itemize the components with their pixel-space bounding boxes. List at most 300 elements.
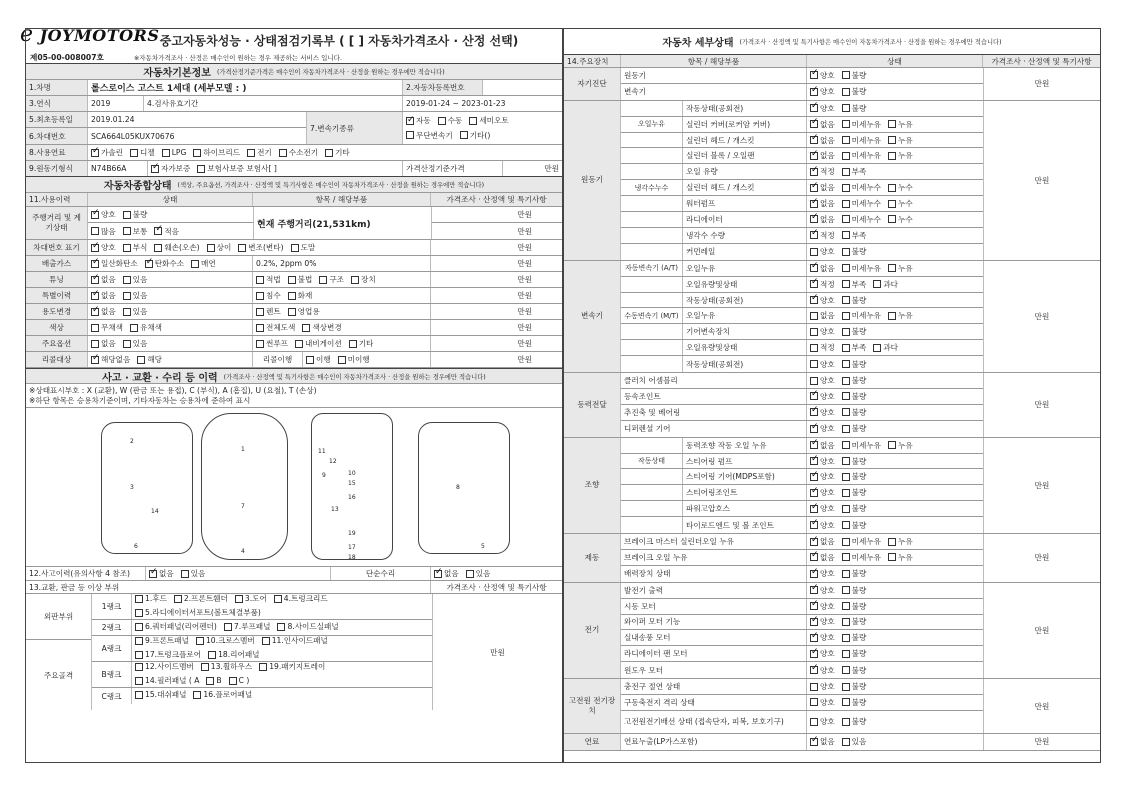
rank-2-1-1-box[interactable] [208,651,216,659]
overall-2-item-box-0[interactable] [256,276,264,284]
fuel-box-6[interactable] [325,149,333,157]
overall-3-opt-checkbox-1[interactable] [123,290,148,301]
detail-2-5-box-2[interactable] [873,344,881,352]
detail-2-0-opt-2[interactable] [888,263,913,274]
detail-0-1-box-0[interactable] [810,88,818,96]
detail-7-0-box-1[interactable] [842,683,850,691]
overall-1-opt-box-0[interactable] [91,260,99,268]
detail-3-0-opt-1[interactable] [842,375,867,386]
detail-3-2-opt-1[interactable] [842,407,867,418]
detail-1-8-opt-1[interactable] [842,230,867,241]
detail-1-5-opt-2[interactable] [888,182,913,193]
transmission-box-0[interactable] [406,117,414,125]
overall-2-item-checkbox-2[interactable] [319,274,344,285]
warranty-box-0[interactable] [151,165,159,173]
detail-3-3-box-0[interactable] [810,425,818,433]
detail-7-0-opt-0[interactable] [810,681,835,692]
transmission-box-1[interactable] [438,117,446,125]
fuel-box-5[interactable] [279,149,287,157]
detail-8-0-box-1[interactable] [842,738,850,746]
detail-1-2-opt-1[interactable] [842,135,881,146]
detail-1-6-box-2[interactable] [888,200,896,208]
repair-box-0[interactable] [434,570,442,578]
detail-1-8-box-1[interactable] [842,231,850,239]
detail-5-0-opt-1[interactable] [842,536,881,547]
overall-0-opt-box-5[interactable] [291,244,299,252]
detail-4-2-opt-1[interactable] [842,471,867,482]
detail-2-3-opt-2[interactable] [888,310,913,321]
detail-4-4-opt-0[interactable] [810,503,835,514]
rank-2-0-1-checkbox[interactable] [196,636,255,647]
detail-1-7-box-0[interactable] [810,215,818,223]
detail-1-1-opt-0[interactable] [810,119,835,130]
overall-0-opt-checkbox-3[interactable] [207,242,232,253]
detail-1-9-box-0[interactable] [810,248,818,256]
detail-1-5-box-0[interactable] [810,184,818,192]
rank-3-0-2-box[interactable] [259,663,267,671]
overall-0-opt-checkbox-4[interactable] [238,242,283,253]
recall-done-box-1[interactable] [338,356,346,364]
detail-1-3-opt-1[interactable] [842,150,881,161]
detail-3-0-box-0[interactable] [810,377,818,385]
detail-2-6-opt-0[interactable] [810,359,835,370]
detail-6-5-box-1[interactable] [842,666,850,674]
rank-1-0-2-checkbox[interactable] [277,621,338,633]
detail-4-5-box-1[interactable] [842,521,850,529]
detail-6-4-opt-1[interactable] [842,648,867,659]
mileage-amount-checkbox-0[interactable] [91,226,116,237]
detail-2-1-box-0[interactable] [810,280,818,288]
rank-1-0-0-checkbox[interactable] [135,621,217,633]
fuel-checkbox-4[interactable] [247,147,272,158]
detail-5-0-box-1[interactable] [842,538,850,546]
mileage-amount-box-0[interactable] [91,227,99,235]
detail-7-1-opt-0[interactable] [810,697,835,708]
detail-7-0-box-0[interactable] [810,683,818,691]
detail-7-1-box-0[interactable] [810,698,818,706]
overall-6-item-box-0[interactable] [256,340,264,348]
detail-1-5-opt-0[interactable] [810,182,835,193]
overall-6-opt-box-0[interactable] [91,340,99,348]
overall-0-opt-box-1[interactable] [123,244,131,252]
overall-5-item-box-1[interactable] [302,324,310,332]
recall-done-box-0[interactable] [306,356,314,364]
overall-5-opt-box-0[interactable] [91,324,99,332]
transmission-checkbox-0[interactable] [406,114,431,127]
detail-5-2-opt-0[interactable] [810,568,835,579]
detail-1-1-opt-1[interactable] [842,119,881,130]
overall-7-opt-checkbox-0[interactable] [91,354,130,365]
detail-1-8-opt-0[interactable] [810,230,835,241]
detail-1-2-box-1[interactable] [842,136,850,144]
detail-2-3-box-2[interactable] [888,312,896,320]
detail-7-2-box-0[interactable] [810,718,818,726]
overall-1-opt-checkbox-0[interactable] [91,258,138,269]
overall-6-opt-checkbox-1[interactable] [123,338,148,349]
rank-2-0-1-box[interactable] [196,637,204,645]
detail-1-2-box-0[interactable] [810,136,818,144]
detail-4-0-box-2[interactable] [888,441,896,449]
overall-3-item-checkbox-0[interactable] [256,290,281,301]
detail-5-1-box-1[interactable] [842,553,850,561]
accident-checkbox-0[interactable] [149,568,174,579]
rank-1-0-0-box[interactable] [135,623,143,631]
detail-1-3-box-1[interactable] [842,152,850,160]
detail-3-2-opt-0[interactable] [810,407,835,418]
fuel-checkbox-1[interactable] [130,147,155,158]
detail-5-1-opt-2[interactable] [888,552,913,563]
detail-6-0-box-0[interactable] [810,586,818,594]
fuel-checkbox-3[interactable] [193,147,240,158]
detail-1-0-opt-1[interactable] [842,103,867,114]
detail-7-1-box-1[interactable] [842,698,850,706]
overall-2-opt-box-1[interactable] [123,276,131,284]
detail-1-3-box-2[interactable] [888,152,896,160]
detail-1-1-box-0[interactable] [810,120,818,128]
repair-checkbox-1[interactable] [466,568,491,579]
detail-5-1-opt-0[interactable] [810,552,835,563]
detail-6-1-opt-1[interactable] [842,601,867,612]
repair-box-1[interactable] [466,570,474,578]
detail-1-4-box-0[interactable] [810,168,818,176]
detail-1-6-box-1[interactable] [842,200,850,208]
overall-2-item-box-2[interactable] [319,276,327,284]
detail-6-3-box-0[interactable] [810,634,818,642]
detail-6-0-opt-0[interactable] [810,585,835,596]
detail-6-2-box-0[interactable] [810,618,818,626]
mileage-condition-checkbox-0[interactable] [91,209,116,220]
detail-1-0-box-0[interactable] [810,104,818,112]
recall-done-checkbox-1[interactable] [338,354,370,365]
detail-4-0-box-0[interactable] [810,441,818,449]
fuel-box-1[interactable] [130,149,138,157]
detail-3-2-box-0[interactable] [810,408,818,416]
overall-3-item-box-0[interactable] [256,292,264,300]
detail-2-2-opt-0[interactable] [810,295,835,306]
recall-done-checkbox-0[interactable] [306,354,331,365]
overall-5-opt-checkbox-1[interactable] [130,322,162,333]
detail-2-3-box-1[interactable] [842,312,850,320]
rank-0-0-0-checkbox[interactable] [135,594,167,605]
transmission-box-2[interactable] [469,117,477,125]
detail-1-9-box-1[interactable] [842,248,850,256]
overall-4-opt-checkbox-0[interactable] [91,306,116,317]
detail-6-4-box-0[interactable] [810,650,818,658]
detail-0-0-opt-1[interactable] [842,70,867,81]
detail-4-2-box-1[interactable] [842,473,850,481]
detail-1-2-opt-2[interactable] [888,135,913,146]
detail-4-0-box-1[interactable] [842,441,850,449]
detail-7-2-box-1[interactable] [842,718,850,726]
detail-0-1-opt-1[interactable] [842,86,867,97]
detail-6-1-box-1[interactable] [842,602,850,610]
detail-1-3-opt-2[interactable] [888,150,913,161]
overall-3-item-box-1[interactable] [288,292,296,300]
detail-6-3-box-1[interactable] [842,634,850,642]
detail-1-7-box-2[interactable] [888,215,896,223]
detail-2-3-opt-1[interactable] [842,310,881,321]
detail-3-3-opt-1[interactable] [842,423,867,434]
detail-4-1-opt-1[interactable] [842,456,867,467]
rank-0-1-0-checkbox[interactable] [135,607,261,619]
rank-3-1-2-box[interactable] [229,677,237,685]
detail-2-1-opt-2[interactable] [873,279,898,290]
detail-6-5-opt-0[interactable] [810,665,835,676]
detail-4-3-box-1[interactable] [842,489,850,497]
detail-1-7-box-1[interactable] [842,215,850,223]
detail-2-1-box-2[interactable] [873,280,881,288]
detail-2-4-opt-1[interactable] [842,326,867,337]
fuel-checkbox-2[interactable] [162,148,187,157]
detail-4-0-opt-2[interactable] [888,440,913,451]
detail-1-4-opt-1[interactable] [842,166,867,177]
detail-1-6-box-0[interactable] [810,200,818,208]
detail-2-5-opt-0[interactable] [810,342,835,353]
detail-2-1-opt-0[interactable] [810,279,835,290]
detail-1-6-opt-2[interactable] [888,198,913,209]
fuel-checkbox-5[interactable] [279,147,318,158]
rank-3-0-2-checkbox[interactable] [259,662,325,673]
detail-2-2-box-0[interactable] [810,296,818,304]
detail-5-2-opt-1[interactable] [842,568,867,579]
detail-6-3-opt-0[interactable] [810,632,835,643]
overall-6-opt-box-1[interactable] [123,340,131,348]
detail-0-0-opt-0[interactable] [810,70,835,81]
detail-1-2-box-2[interactable] [888,136,896,144]
detail-7-2-opt-0[interactable] [810,716,835,727]
rank-1-0-1-box[interactable] [224,623,232,631]
detail-5-2-box-1[interactable] [842,570,850,578]
rank-1-0-1-checkbox[interactable] [224,621,271,633]
detail-6-1-opt-0[interactable] [810,601,835,612]
rank-4-0-0-checkbox[interactable] [135,689,186,701]
detail-6-2-opt-0[interactable] [810,616,835,627]
detail-0-1-opt-0[interactable] [810,86,835,97]
detail-2-5-opt-2[interactable] [873,342,898,353]
detail-4-0-opt-1[interactable] [842,440,881,451]
detail-3-0-box-1[interactable] [842,377,850,385]
overall-5-item-checkbox-1[interactable] [302,322,341,333]
detail-2-0-box-1[interactable] [842,264,850,272]
overall-2-opt-box-0[interactable] [91,276,99,284]
detail-1-8-box-0[interactable] [810,231,818,239]
detail-1-3-box-0[interactable] [810,152,818,160]
detail-2-6-box-1[interactable] [842,360,850,368]
mileage-amount-box-2[interactable] [154,227,162,235]
detail-1-7-opt-1[interactable] [842,214,881,225]
rank-3-1-0-box[interactable] [135,677,143,685]
detail-5-0-box-2[interactable] [888,538,896,546]
rank-4-0-1-box[interactable] [193,691,201,699]
detail-3-1-box-0[interactable] [810,392,818,400]
detail-3-3-opt-0[interactable] [810,423,835,434]
detail-4-0-opt-0[interactable] [810,440,835,451]
overall-1-opt-checkbox-1[interactable] [145,258,184,269]
transmission-checkbox-3[interactable] [406,129,453,142]
detail-2-6-opt-1[interactable] [842,359,867,370]
detail-3-1-opt-1[interactable] [842,391,867,402]
detail-3-1-box-1[interactable] [842,392,850,400]
rank-2-0-2-box[interactable] [262,637,270,645]
fuel-checkbox-0[interactable] [91,147,123,158]
detail-4-2-box-0[interactable] [810,473,818,481]
detail-7-2-opt-1[interactable] [842,716,867,727]
detail-2-1-box-1[interactable] [842,280,850,288]
rank-3-0-1-checkbox[interactable] [201,662,252,673]
detail-6-0-opt-1[interactable] [842,585,867,596]
rank-2-0-0-box[interactable] [135,637,143,645]
overall-0-opt-box-0[interactable] [91,244,99,252]
rank-2-1-0-checkbox[interactable] [135,649,201,661]
overall-2-item-checkbox-0[interactable] [256,274,281,285]
rank-2-1-1-checkbox[interactable] [208,649,259,661]
rank-0-0-3-box[interactable] [274,595,282,603]
accident-box-1[interactable] [181,570,189,578]
detail-0-0-box-0[interactable] [810,71,818,79]
mileage-amount-box-1[interactable] [123,227,131,235]
detail-4-4-box-1[interactable] [842,505,850,513]
detail-1-5-opt-1[interactable] [842,182,881,193]
detail-5-1-box-0[interactable] [810,553,818,561]
detail-3-3-box-1[interactable] [842,425,850,433]
detail-2-0-opt-1[interactable] [842,263,881,274]
detail-2-2-box-1[interactable] [842,296,850,304]
fuel-box-3[interactable] [193,149,201,157]
detail-1-2-opt-0[interactable] [810,135,835,146]
mileage-amount-checkbox-2[interactable] [154,226,179,237]
transmission-box-3[interactable] [406,131,414,139]
detail-3-1-opt-0[interactable] [810,391,835,402]
overall-3-opt-box-0[interactable] [91,292,99,300]
overall-1-opt-box-2[interactable] [191,260,199,268]
overall-3-opt-box-1[interactable] [123,292,131,300]
rank-3-0-1-box[interactable] [201,663,209,671]
rank-3-1-1-checkbox[interactable] [206,675,221,687]
overall-6-opt-checkbox-0[interactable] [91,338,116,349]
detail-1-3-opt-0[interactable] [810,150,835,161]
overall-5-item-checkbox-0[interactable] [256,322,295,333]
overall-7-opt-box-0[interactable] [91,356,99,364]
rank-3-1-1-box[interactable] [206,677,214,685]
detail-1-1-box-1[interactable] [842,120,850,128]
rank-3-1-2-checkbox[interactable] [229,675,250,687]
overall-6-item-checkbox-1[interactable] [295,338,342,349]
overall-0-opt-checkbox-1[interactable] [123,242,148,253]
rank-4-0-1-checkbox[interactable] [193,689,252,701]
detail-4-4-box-0[interactable] [810,505,818,513]
detail-2-3-box-0[interactable] [810,312,818,320]
detail-3-0-opt-0[interactable] [810,375,835,386]
detail-8-0-opt-0[interactable] [810,736,835,747]
fuel-checkbox-6[interactable] [325,147,350,158]
overall-4-item-checkbox-1[interactable] [288,306,320,317]
fuel-box-0[interactable] [91,149,99,157]
transmission-box-4[interactable] [460,131,468,139]
detail-4-5-opt-1[interactable] [842,520,867,531]
overall-3-item-checkbox-1[interactable] [288,290,313,301]
overall-4-opt-box-0[interactable] [91,308,99,316]
overall-3-opt-checkbox-0[interactable] [91,290,116,301]
mileage-condition-checkbox-1[interactable] [123,209,148,220]
detail-2-4-box-1[interactable] [842,328,850,336]
detail-1-9-opt-1[interactable] [842,246,867,257]
detail-2-3-opt-0[interactable] [810,310,835,321]
rank-2-0-2-checkbox[interactable] [262,636,328,647]
detail-1-6-opt-0[interactable] [810,198,835,209]
detail-8-0-box-0[interactable] [810,738,818,746]
overall-2-item-box-1[interactable] [288,276,296,284]
rank-0-0-1-checkbox[interactable] [174,594,228,605]
detail-4-1-box-0[interactable] [810,457,818,465]
rank-2-0-0-checkbox[interactable] [135,636,189,647]
transmission-checkbox-4[interactable] [460,129,491,142]
repair-checkbox-0[interactable] [434,568,459,579]
rank-0-0-2-box[interactable] [235,595,243,603]
detail-2-0-opt-0[interactable] [810,263,835,274]
detail-6-3-opt-1[interactable] [842,632,867,643]
detail-0-1-box-1[interactable] [842,88,850,96]
detail-1-5-box-2[interactable] [888,184,896,192]
rank-3-0-0-box[interactable] [135,663,143,671]
accident-box-0[interactable] [149,570,157,578]
detail-4-3-opt-1[interactable] [842,487,867,498]
detail-8-0-opt-1[interactable] [842,736,867,747]
detail-1-5-box-1[interactable] [842,184,850,192]
overall-4-item-box-0[interactable] [256,308,264,316]
mileage-condition-box-0[interactable] [91,211,99,219]
overall-7-opt-box-1[interactable] [137,356,145,364]
detail-3-2-box-1[interactable] [842,408,850,416]
detail-4-2-opt-0[interactable] [810,471,835,482]
overall-5-opt-checkbox-0[interactable] [91,322,123,333]
overall-4-opt-box-1[interactable] [123,308,131,316]
detail-1-0-opt-0[interactable] [810,103,835,114]
overall-2-item-checkbox-3[interactable] [351,274,376,285]
detail-6-2-box-1[interactable] [842,618,850,626]
detail-1-1-box-2[interactable] [888,120,896,128]
detail-2-5-opt-1[interactable] [842,342,867,353]
detail-6-4-opt-0[interactable] [810,648,835,659]
overall-0-opt-box-4[interactable] [238,244,246,252]
detail-0-0-box-1[interactable] [842,71,850,79]
detail-2-4-box-0[interactable] [810,328,818,336]
detail-5-0-box-0[interactable] [810,538,818,546]
rank-3-1-0-checkbox[interactable] [135,675,199,687]
overall-0-opt-checkbox-2[interactable] [154,242,199,253]
detail-6-5-box-0[interactable] [810,666,818,674]
detail-1-6-opt-1[interactable] [842,198,881,209]
overall-7-opt-checkbox-1[interactable] [137,354,162,365]
detail-5-2-box-0[interactable] [810,570,818,578]
detail-2-0-box-2[interactable] [888,264,896,272]
overall-5-item-box-0[interactable] [256,324,264,332]
detail-2-0-box-0[interactable] [810,264,818,272]
detail-4-3-opt-0[interactable] [810,487,835,498]
detail-4-5-opt-0[interactable] [810,520,835,531]
overall-6-item-checkbox-2[interactable] [349,338,374,349]
detail-6-2-opt-1[interactable] [842,616,867,627]
transmission-checkbox-2[interactable] [469,114,508,127]
rank-0-0-2-checkbox[interactable] [235,594,267,605]
detail-5-1-box-2[interactable] [888,553,896,561]
rank-1-0-2-box[interactable] [277,623,285,631]
transmission-checkbox-1[interactable] [438,114,463,127]
detail-4-4-opt-1[interactable] [842,503,867,514]
overall-4-item-box-1[interactable] [288,308,296,316]
rank-0-0-3-checkbox[interactable] [274,594,328,605]
detail-2-1-opt-1[interactable] [842,279,867,290]
detail-2-5-box-0[interactable] [810,344,818,352]
